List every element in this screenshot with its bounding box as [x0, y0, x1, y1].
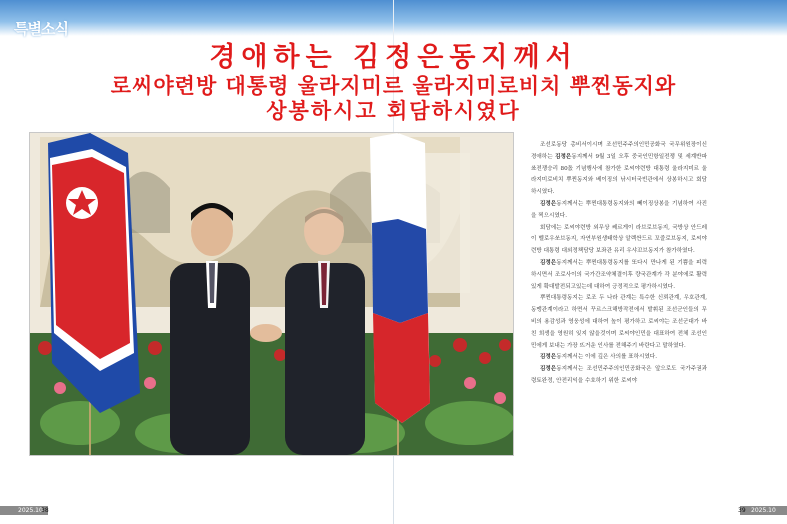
- article-paragraph: 김정은동지께서는 뿌찐대통령동지를 또다시 만나게 된 기쁨을 피력하시면서 조로사이의 국가간조약체결이후 량국관계가 각 분야에로 활력있게 확대발전되고있는데 대하여 긍정적으로 평가하시였다.: [531, 259, 707, 290]
- page-number-left: 38: [41, 507, 49, 514]
- article-paragraph: 뿌찐대통령동지는 로조 두 나라 관계는 특수한 신뢰관계, 우호관계, 동맹관계이라고 하면서 꾸르스크해방작전에서 발휘된 조선군인들의 무비의 용감성과 영웅성에 대하여 높이 평가하고 로씨야는 조선군대가 바친 희생을 영원히 잊지 않을것이며 로씨야인민을 대표하여 전체 조선인민에게 보내는 가장 뜨거운 인사를 전해주기 바란다고 말하였다.: [531, 295, 707, 349]
- article-paragraph: 김정은동지께서는 뿌찐대통령동지와의 뻬이징상봉을 기념하여 사진을 찍으시였다.: [531, 200, 707, 219]
- article-paragraph: 김정은동지께서는 이에 깊은 사의를 표하시였다.: [540, 354, 657, 361]
- headline-line-1: 경애하는 김정은동지께서: [209, 42, 578, 73]
- article-paragraph: 회담에는 로씨야련방 외무상 쎄르게이 라브로브동지, 국방상 안드레이 벨로우쏘브동지, 자연부원생태학상 알렉싼드르 꼬즐로브동지, 로씨야련방 대통령 대외정책담당 보좌관 유리 우샤꼬브동지가 참가하였다.: [531, 224, 707, 255]
- footer-date-left: 2025.10: [18, 507, 43, 514]
- handshake: [250, 324, 282, 342]
- section-tag: 특별소식: [14, 20, 68, 38]
- meeting-photo: [29, 132, 514, 456]
- article-paragraph: 김정은동지께서는 조선민주주의인민공화국은 앞으로도 국가주권과 령토완정, 안전리익을 수호하기 위한 로씨야: [531, 366, 707, 384]
- article-body: [531, 140, 707, 388]
- headline-line-3: 상봉하시고 회담하시였다: [266, 99, 521, 123]
- headline-line-2: 로씨야련방 대통령 울라지미르 울라지미로비치 뿌찐동지와: [110, 74, 677, 98]
- handshake-photo-illustration: [30, 133, 513, 455]
- page-number-right: 39: [738, 507, 746, 514]
- article-paragraph: 조선로동당 총비서이시며 조선민주주의인민공화국 국무위원장이신 경애하는 김정은동지께서 9월 3일 오후 중국인민항일전쟁 및 세계반파쑈전쟁승리 80돐 기념행사에 참가한 로씨야련방 대통령 울라지미르 울라지미로비치 뿌찐동지와 베이징의 낚시터국빈관에서 상봉하시고 회담하시였다.: [531, 142, 707, 196]
- footer-date-right: 2025.10: [751, 507, 776, 514]
